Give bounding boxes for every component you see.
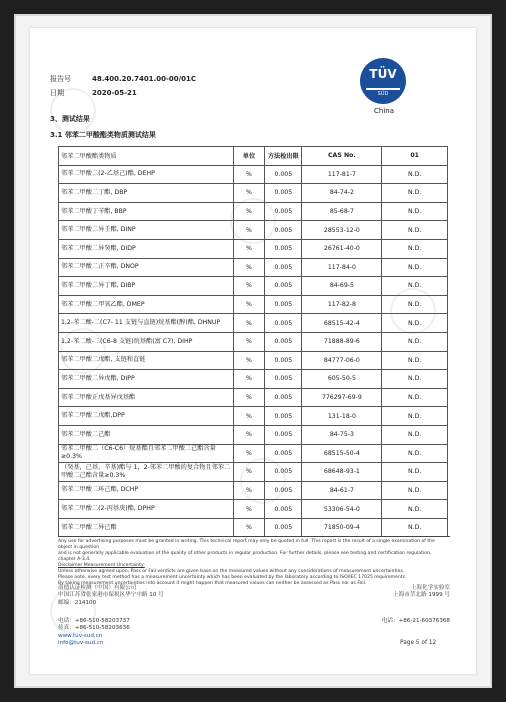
result: N.D. xyxy=(382,239,448,258)
detection-limit: 0.005 xyxy=(265,314,302,333)
table-row xyxy=(59,184,448,203)
table-row xyxy=(59,388,448,407)
address-line: 中国江苏省张家港市保税区华宁中路 10 号 xyxy=(58,592,164,599)
result: N.D. xyxy=(382,165,448,184)
table-row xyxy=(59,165,448,184)
unit: % xyxy=(233,388,264,407)
unit: % xyxy=(233,444,264,463)
substance-name: 邻苯二甲酸二异壬酯, DINP xyxy=(59,221,234,240)
unit: % xyxy=(233,184,264,203)
cas-number: 71888-89-6 xyxy=(302,332,382,351)
col-header-substance: 邻苯二甲酸酯类物质 xyxy=(59,147,234,166)
report-no-label: 报告号 xyxy=(50,75,71,83)
detection-limit: 0.005 xyxy=(265,481,302,500)
table-row xyxy=(59,351,448,370)
phone: 电话：+86-510-58203737 xyxy=(58,618,130,624)
cas-number: 84-61-7 xyxy=(302,481,382,500)
unit: % xyxy=(233,221,264,240)
detection-limit: 0.005 xyxy=(265,351,302,370)
email-link[interactable]: info@tuv-sud.cn xyxy=(58,640,104,647)
unit: % xyxy=(233,277,264,296)
substance-name: 邻苯二甲酸二异己酯 xyxy=(59,518,234,537)
table-row xyxy=(59,444,448,463)
cas-number: 85-68-7 xyxy=(302,202,382,221)
unit: % xyxy=(233,239,264,258)
substance-name: 邻苯二甲酸二异癸酯, DIDP xyxy=(59,239,234,258)
cas-number: 84777-06-0 xyxy=(302,351,382,370)
cas-number: 71850-09-4 xyxy=(302,518,382,537)
unit: % xyxy=(233,314,264,333)
result: N.D. xyxy=(382,258,448,277)
cas-number: 68515-42-4 xyxy=(302,314,382,333)
col-header-sample: 01 xyxy=(382,147,448,166)
remark-line: Any use for advertising purposes must be granted in writing. This technical report may only be quoted in full. This report is the result of a single examination of the object in question xyxy=(58,539,435,550)
report-date: 2020-05-21 xyxy=(92,89,137,97)
col-header-cas: CAS No. xyxy=(302,147,382,166)
result: N.D. xyxy=(382,295,448,314)
footer-address-right xyxy=(360,585,450,600)
cas-number: 26761-40-0 xyxy=(302,239,382,258)
cas-number: 117-81-7 xyxy=(302,165,382,184)
cas-number: 131-18-0 xyxy=(302,407,382,426)
footer-contact-left xyxy=(58,618,130,648)
result: N.D. xyxy=(382,277,448,296)
result: N.D. xyxy=(382,481,448,500)
detection-limit: 0.005 xyxy=(265,425,302,444)
report-header xyxy=(50,72,196,100)
result: N.D. xyxy=(382,184,448,203)
result: N.D. xyxy=(382,518,448,537)
result: N.D. xyxy=(382,351,448,370)
section-heading: 3、测试结果 xyxy=(50,115,90,123)
results-table xyxy=(58,146,448,537)
website-link[interactable]: www.tuv-sud.cn xyxy=(58,632,103,639)
table-row xyxy=(59,258,448,277)
unit: % xyxy=(233,202,264,221)
table-row xyxy=(59,332,448,351)
detection-limit: 0.005 xyxy=(265,295,302,314)
report-page xyxy=(30,28,476,674)
cas-number: 117-82-8 xyxy=(302,295,382,314)
table-header-row xyxy=(59,147,448,166)
substance-name: 邻苯二甲酸二丁酯, DBP xyxy=(59,184,234,203)
substance-name: 邻苯二甲酸二(2-乙基己)酯, DEHP xyxy=(59,165,234,184)
unit: % xyxy=(233,407,264,426)
unit: % xyxy=(233,295,264,314)
detection-limit: 0.005 xyxy=(265,258,302,277)
remark-line: By taking measurement uncertainties into account it might happen that measured values can neither be assessed as Pass nor as Fail. xyxy=(58,581,367,586)
substance-name: 邻苯二甲酸二环己酯, DCHP xyxy=(59,481,234,500)
substance-name: 邻苯二甲酸二正辛酯, DNOP xyxy=(59,258,234,277)
page-number: Page 5 of 12 xyxy=(400,640,437,646)
table-row xyxy=(59,295,448,314)
address-line: 上海市莘北路 1999 号 xyxy=(393,592,450,599)
unit: % xyxy=(233,165,264,184)
result: N.D. xyxy=(382,388,448,407)
substance-name: 邻苯二甲酸二己酯 xyxy=(59,425,234,444)
table-row xyxy=(59,314,448,333)
footer-address-left xyxy=(58,585,164,607)
substance-name: 邻苯二甲酸二(2-丙基庚)酯, DPHP xyxy=(59,500,234,519)
table-row xyxy=(59,481,448,500)
result: N.D. xyxy=(382,370,448,389)
cas-number: 28553-12-0 xyxy=(302,221,382,240)
tuv-brand: TÜV xyxy=(369,67,397,81)
table-row xyxy=(59,518,448,537)
substance-name: 邻苯二甲酸正戊基异戊基酯 xyxy=(59,388,234,407)
disclaimer-title: Disclaimer Measurement Uncertainty: xyxy=(58,563,145,568)
substance-name: 邻苯二甲酸二异丁酯, DIBP xyxy=(59,277,234,296)
unit: % xyxy=(233,500,264,519)
unit: % xyxy=(233,332,264,351)
address-line: 上海化学实验室 xyxy=(410,585,450,591)
cas-number: 84-75-3 xyxy=(302,425,382,444)
remark-line: Unless otherwise agreed upon, Pass or Fail verdicts are given base on the measured values without any considerations of measurement uncertainties. xyxy=(58,569,405,574)
cas-number: 84-69-5 xyxy=(302,277,382,296)
unit: % xyxy=(233,463,264,482)
detection-limit: 0.005 xyxy=(265,202,302,221)
tuv-logo xyxy=(360,58,408,115)
table-row xyxy=(59,463,448,482)
col-header-mdl: 方法检出限 xyxy=(265,147,302,166)
detection-limit: 0.005 xyxy=(265,518,302,537)
unit: % xyxy=(233,425,264,444)
address-line: 邮编：214100 xyxy=(58,599,97,606)
substance-name: 1,2-苯二酸-二(C7- 11 支链与直链)烷基酯(醇)酯, DHNUP xyxy=(59,314,234,333)
detection-limit: 0.005 xyxy=(265,239,302,258)
result: N.D. xyxy=(382,463,448,482)
remark-line: Please note, every test method has a measurement uncertainty which has been evaluated by the laboratory according to ISO/IEC 17025 requirements. xyxy=(58,575,407,580)
detection-limit: 0.005 xyxy=(265,332,302,351)
unit: % xyxy=(233,370,264,389)
table-row xyxy=(59,202,448,221)
detection-limit: 0.005 xyxy=(265,184,302,203)
date-label: 日期 xyxy=(50,89,64,97)
detection-limit: 0.005 xyxy=(265,388,302,407)
unit: % xyxy=(233,258,264,277)
report-no: 48.400.20.7401.00-00/01C xyxy=(92,75,197,83)
result: N.D. xyxy=(382,444,448,463)
cas-number: 68648-93-1 xyxy=(302,463,382,482)
tuv-country: China xyxy=(374,107,394,115)
substance-name: 邻苯二甲酸二（C6-C6）烷基酯且邻苯二甲酸二己酯含量≥0.3% xyxy=(59,444,234,463)
table-row xyxy=(59,500,448,519)
result: N.D. xyxy=(382,407,448,426)
substance-name: 邻苯二甲酸二戊酯, 支链和直链 xyxy=(59,351,234,370)
substance-name: 邻苯二甲酸二戊酯,DPP xyxy=(59,407,234,426)
result: N.D. xyxy=(382,221,448,240)
cas-number: 117-84-0 xyxy=(302,258,382,277)
cas-number: 84-74-2 xyxy=(302,184,382,203)
substance-name: 1,2-苯二酸-二(C6-8 支链)烷基酯(富 C7), DIHP xyxy=(59,332,234,351)
substance-name: 邻苯二甲酸丁苄酯, BBP xyxy=(59,202,234,221)
footer-contact-right xyxy=(360,618,450,625)
result: N.D. xyxy=(382,500,448,519)
cas-number: 605-50-5 xyxy=(302,370,382,389)
table-row xyxy=(59,277,448,296)
detection-limit: 0.005 xyxy=(265,277,302,296)
tuv-badge-icon xyxy=(360,58,406,104)
table-row xyxy=(59,370,448,389)
subsection-heading: 3.1 邻苯二甲酸酯类物质测试结果 xyxy=(50,131,156,139)
remark-line: and is not generally applicable evaluation of the quality of other products in regular production. For further details, please see testing and certification regulation, chapter A-3.4. xyxy=(58,551,432,562)
detection-limit: 0.005 xyxy=(265,407,302,426)
detection-limit: 0.005 xyxy=(265,165,302,184)
remarks xyxy=(58,536,450,587)
table-row xyxy=(59,221,448,240)
cas-number: 776297-69-9 xyxy=(302,388,382,407)
table-row xyxy=(59,407,448,426)
address-line: 南德认证检测（中国）有限公司 xyxy=(58,585,137,591)
detection-limit: 0.005 xyxy=(265,463,302,482)
detection-limit: 0.005 xyxy=(265,444,302,463)
unit: % xyxy=(233,481,264,500)
result: N.D. xyxy=(382,202,448,221)
result: N.D. xyxy=(382,425,448,444)
substance-name: 邻苯二甲酸二异戊酯, DIPP xyxy=(59,370,234,389)
fax: 传真：+86-510-58203636 xyxy=(58,625,130,632)
table-row xyxy=(59,239,448,258)
unit: % xyxy=(233,351,264,370)
result: N.D. xyxy=(382,314,448,333)
detection-limit: 0.005 xyxy=(265,221,302,240)
phone: 电话：+86-21-60376368 xyxy=(381,618,450,624)
substance-name: 邻苯二甲酸二甲氧乙酯, DMEP xyxy=(59,295,234,314)
table-row xyxy=(59,425,448,444)
col-header-unit: 单位 xyxy=(233,147,264,166)
divider xyxy=(58,536,450,537)
unit: % xyxy=(233,518,264,537)
cas-number: 68515-50-4 xyxy=(302,444,382,463)
cas-number: 53306-54-0 xyxy=(302,500,382,519)
tuv-sub: SÜD xyxy=(377,91,389,97)
result: N.D. xyxy=(382,332,448,351)
substance-name: （癸基，己基，辛基)酯与 1，2-邻苯二甲酸的复合物且邻苯二甲酸二己酯含量≥0.3% xyxy=(59,463,234,482)
detection-limit: 0.005 xyxy=(265,370,302,389)
detection-limit: 0.005 xyxy=(265,500,302,519)
